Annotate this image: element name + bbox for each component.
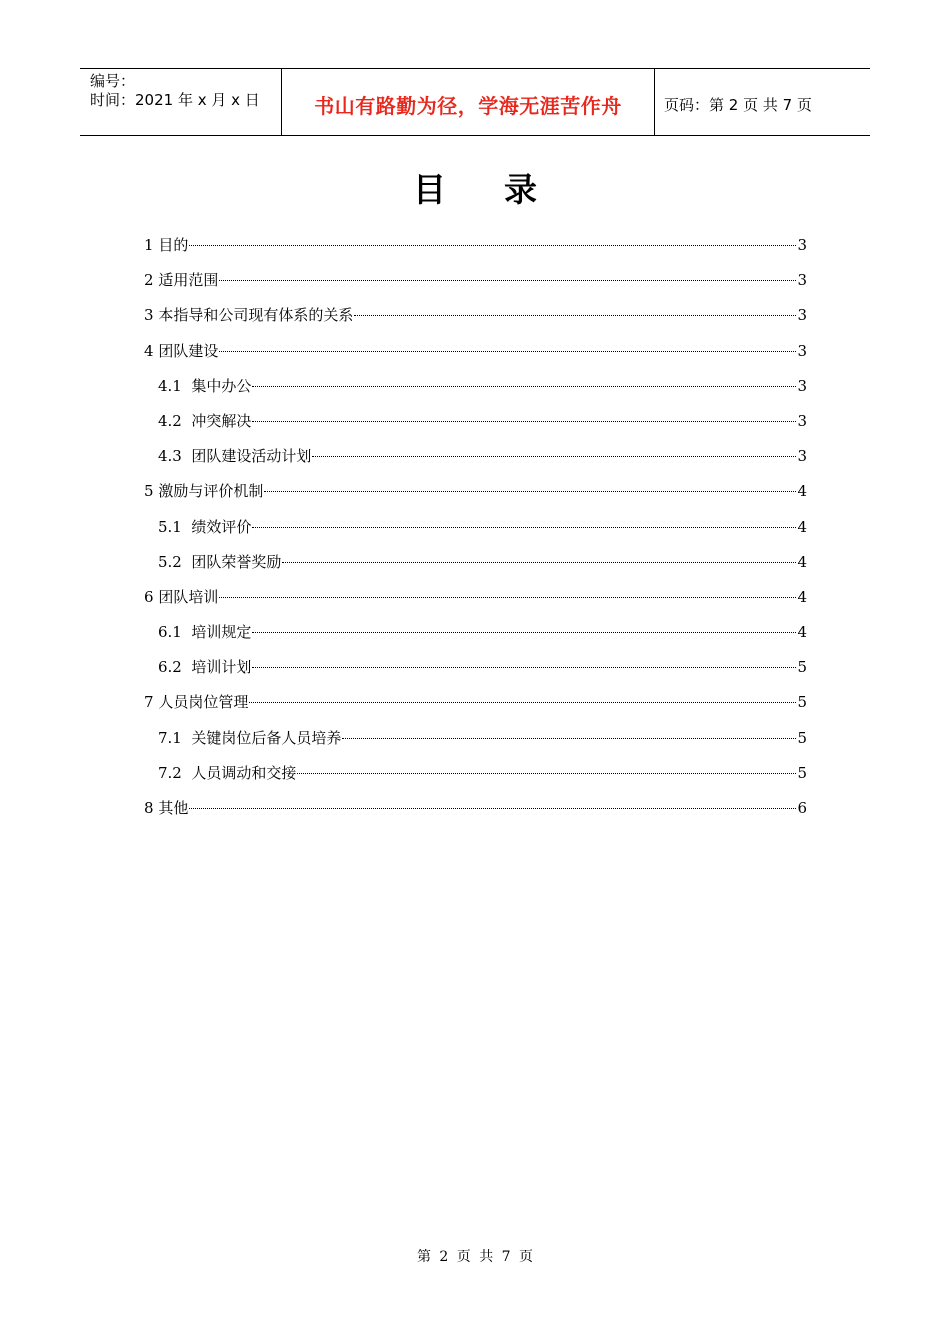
toc-entry-number: 5.1 (158, 517, 182, 536)
toc-entry[interactable] (144, 443, 807, 478)
toc-leader-dots (219, 597, 796, 598)
toc-entry-number: 4.3 (158, 447, 182, 466)
toc-entry[interactable] (144, 338, 807, 373)
toc-leader-dots (189, 808, 796, 809)
toc-entry-title: 适用范围 (158, 271, 219, 290)
toc-entry[interactable] (144, 478, 807, 513)
toc-entry-page: 4 (797, 517, 807, 536)
toc-leader-dots (264, 491, 796, 492)
toc-leader-dots (219, 280, 796, 281)
toc-entry-page: 4 (797, 587, 807, 606)
toc-entry-title: 培训规定 (191, 623, 252, 642)
toc-entry-page: 3 (797, 236, 807, 254)
toc-entry-number: 1 (144, 236, 154, 254)
toc-entry-page: 3 (797, 376, 807, 395)
toc-entry[interactable] (144, 654, 807, 689)
toc-entry-number: 4.2 (158, 411, 182, 430)
toc-entry-title: 关键岗位后备人员培养 (191, 728, 342, 747)
toc-leader-dots (219, 351, 796, 352)
toc-entry-title: 本指导和公司现有体系的关系 (158, 306, 354, 325)
toc-entry-title: 培训计划 (191, 658, 252, 677)
toc-entry-page: 3 (797, 411, 807, 430)
toc-entry-title: 团队建设活动计划 (191, 447, 312, 466)
toc-entry-title: 团队荣誉奖励 (191, 552, 282, 571)
toc-entry[interactable] (144, 408, 807, 443)
toc-entry[interactable] (144, 302, 807, 337)
toc-title-part1: 目 (413, 170, 446, 209)
toc-entry-title: 绩效评价 (191, 517, 252, 536)
toc-entry-page: 6 (797, 799, 807, 817)
toc-entry[interactable] (144, 514, 807, 549)
toc-entry-number: 2 (144, 271, 154, 290)
page-footer: 第 2 页 共 7 页 (416, 1249, 534, 1265)
toc-entry-title: 团队培训 (158, 587, 219, 606)
toc-entry-number: 7 (144, 693, 154, 712)
toc-leader-dots (312, 456, 796, 457)
toc-leader-dots (297, 773, 796, 774)
toc-entry-title: 团队建设 (158, 341, 219, 360)
toc-entry-page: 4 (797, 552, 807, 571)
toc-entry-page: 5 (797, 658, 807, 677)
table-of-contents (144, 232, 807, 830)
toc-entry-title: 集中办公 (191, 376, 252, 395)
toc-entry-title: 人员岗位管理 (158, 693, 249, 712)
toc-entry-page: 5 (797, 728, 807, 747)
toc-entry-page: 5 (797, 693, 807, 712)
toc-entry[interactable] (144, 232, 807, 267)
toc-entry-page: 3 (797, 271, 807, 290)
toc-leader-dots (252, 667, 796, 668)
toc-entry[interactable] (144, 373, 807, 408)
toc-entry-number: 5 (144, 482, 154, 501)
toc-entry-page: 3 (797, 341, 807, 360)
toc-entry-page: 4 (797, 482, 807, 501)
toc-leader-dots (342, 738, 796, 739)
toc-leader-dots (354, 315, 796, 316)
header-page-info: 页码：第 2 页 共 7 页 (664, 95, 812, 114)
toc-leader-dots (282, 562, 796, 563)
toc-entry-title: 冲突解决 (191, 411, 252, 430)
toc-entry-number: 6.1 (158, 623, 182, 642)
toc-entry-number: 3 (144, 306, 154, 325)
toc-entry[interactable] (144, 795, 807, 830)
toc-leader-dots (252, 386, 796, 387)
toc-entry-title: 其他 (158, 799, 189, 817)
toc-entry-number: 6 (144, 587, 154, 606)
toc-entry[interactable] (144, 725, 807, 760)
toc-entry[interactable] (144, 584, 807, 619)
toc-entry-number: 4.1 (158, 376, 182, 395)
toc-entry-page: 3 (797, 447, 807, 466)
header-number-label: 编号： (90, 72, 136, 90)
toc-entry-title: 人员调动和交接 (191, 763, 297, 782)
toc-entry-number: 7.1 (158, 728, 182, 747)
toc-leader-dots (189, 245, 796, 246)
page-header (80, 68, 870, 136)
toc-leader-dots (252, 527, 796, 528)
toc-entry-page: 5 (797, 763, 807, 782)
toc-leader-dots (252, 421, 796, 422)
header-motto: 书山有路勤为径，学海无涯苦作舟 (282, 69, 655, 135)
toc-entry[interactable] (144, 760, 807, 795)
toc-leader-dots (252, 632, 796, 633)
toc-title (0, 164, 950, 211)
toc-entry[interactable] (144, 689, 807, 724)
toc-title-part2: 录 (504, 170, 537, 209)
toc-entry[interactable] (144, 619, 807, 654)
toc-entry-number: 5.2 (158, 552, 182, 571)
toc-entry[interactable] (144, 267, 807, 302)
toc-entry-number: 7.2 (158, 763, 182, 782)
toc-entry-page: 3 (797, 306, 807, 325)
toc-leader-dots (249, 702, 796, 703)
header-left-cell (80, 69, 282, 135)
toc-entry[interactable] (144, 549, 807, 584)
toc-entry-number: 4 (144, 341, 154, 360)
toc-entry-title: 激励与评价机制 (158, 482, 264, 501)
toc-entry-number: 8 (144, 799, 154, 817)
header-time-label: 时间：2021 年 x 月 x 日 (90, 91, 260, 109)
toc-entry-page: 4 (797, 623, 807, 642)
toc-entry-number: 6.2 (158, 658, 182, 677)
toc-entry-title: 目的 (158, 236, 189, 254)
